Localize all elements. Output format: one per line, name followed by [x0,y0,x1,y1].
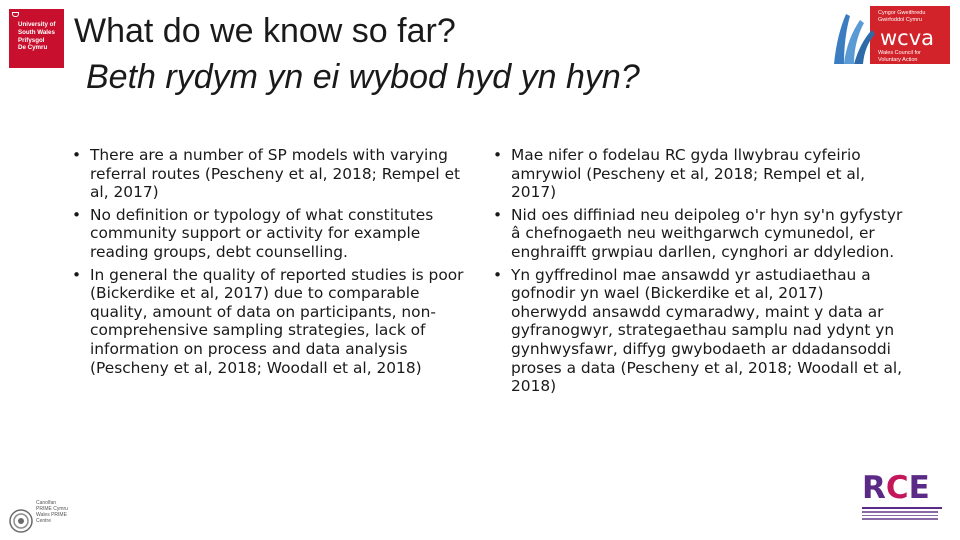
rce-wordmark [862,470,942,504]
wcva-tagline-cy: Cyngor Gweithredu [878,10,926,16]
prime-centre-text [36,500,74,524]
usw-logo [9,9,64,68]
rce-letter: R [862,470,886,506]
english-column [72,146,474,381]
rce-letter: E [908,470,930,506]
prime-centre-emblem-icon [8,508,34,534]
wcva-logo [830,4,952,66]
rce-caption-line [862,511,938,513]
list-item-text: Mae nifer o fodelau RC gyda llwybrau cyfeirio amrywiol (Pescheny et al, 2018; Rempel et al, 2017) [511,146,865,202]
prime-centre-logo [8,500,70,532]
welsh-bullet-list [493,146,903,396]
usw-logo-line: University of [18,21,56,28]
list-item-text: Nid oes diffiniad neu deipoleg o'r hyn sy'n gyfystyr â chefnogaeth neu weithgarwch cymunedol, er enghraifft grwpiau darllen, cynghori ar ddyledion. [511,205,903,261]
usw-logo-line: Prifysgol [18,36,45,44]
prime-centre-line: Centre [36,518,52,524]
welsh-column [493,146,903,400]
wcva-tagline-cy: Gwirfoddol Cymru [878,17,923,23]
bullet-icon: • [72,146,82,164]
bullet-icon: • [493,146,503,164]
list-item [493,206,903,262]
rce-caption-line [862,515,938,517]
prime-centre-line: Canolfan [36,500,57,506]
wcva-tagline-en: Wales Council for [878,50,921,56]
bullet-icon: • [493,205,503,224]
rce-logo [862,470,942,520]
list-item [493,266,903,396]
rce-letter: C [885,470,909,506]
bullet-icon: • [493,265,503,284]
bullet-icon: • [72,205,82,224]
list-item [72,146,474,202]
page-title-english: What do we know so far? [74,12,456,50]
bullet-icon: • [72,265,82,284]
list-item-text: In general the quality of reported studies is poor (Bickerdike et al, 2017) due to comparable quality, amount of data on participants, non-comprehensive sampling strategies, lack of information on process and data analysis (Pescheny et al, 2018; Woodall et al, 2018) [90,265,464,377]
rce-underline [862,507,942,509]
usw-logo-line: South Wales [18,28,55,36]
usw-logo-line: De Cymru [18,44,48,52]
english-bullet-list [72,146,474,377]
rce-caption-lines [862,511,942,520]
wcva-tagline-en: Voluntary Action [878,57,918,63]
list-item [493,146,903,202]
usw-crest-icon [12,12,19,17]
list-item-text: No definition or typology of what constitutes community support or activity for example reading groups, debt counselling. [90,205,434,261]
wcva-wordmark: wcva [880,26,935,50]
page-title-welsh: Beth rydym yn ei wybod hyd yn hyn? [86,58,640,96]
rce-caption-line [862,518,938,520]
list-item-text: There are a number of SP models with varying referral routes (Pescheny et al, 2018; Rempel et al, 2017) [90,146,461,202]
prime-centre-line: PRIME Cymru [36,506,68,512]
list-item [72,266,474,378]
prime-centre-line: Wales PRIME [36,512,67,518]
list-item [72,206,474,262]
list-item-text: Yn gyffredinol mae ansawdd yr astudiaethau a gofnodir yn wael (Bickerdike et al, 2017) oherwydd ansawdd cymaradwy, maint y data ar gyfranogwyr, strategaethau samplu nad ydynt yn gynhwysfawr, diffyg gwybodaeth ar ddadansoddi proses a data (Pescheny et al, 2018; Woodall et al, 2018) [511,265,903,396]
